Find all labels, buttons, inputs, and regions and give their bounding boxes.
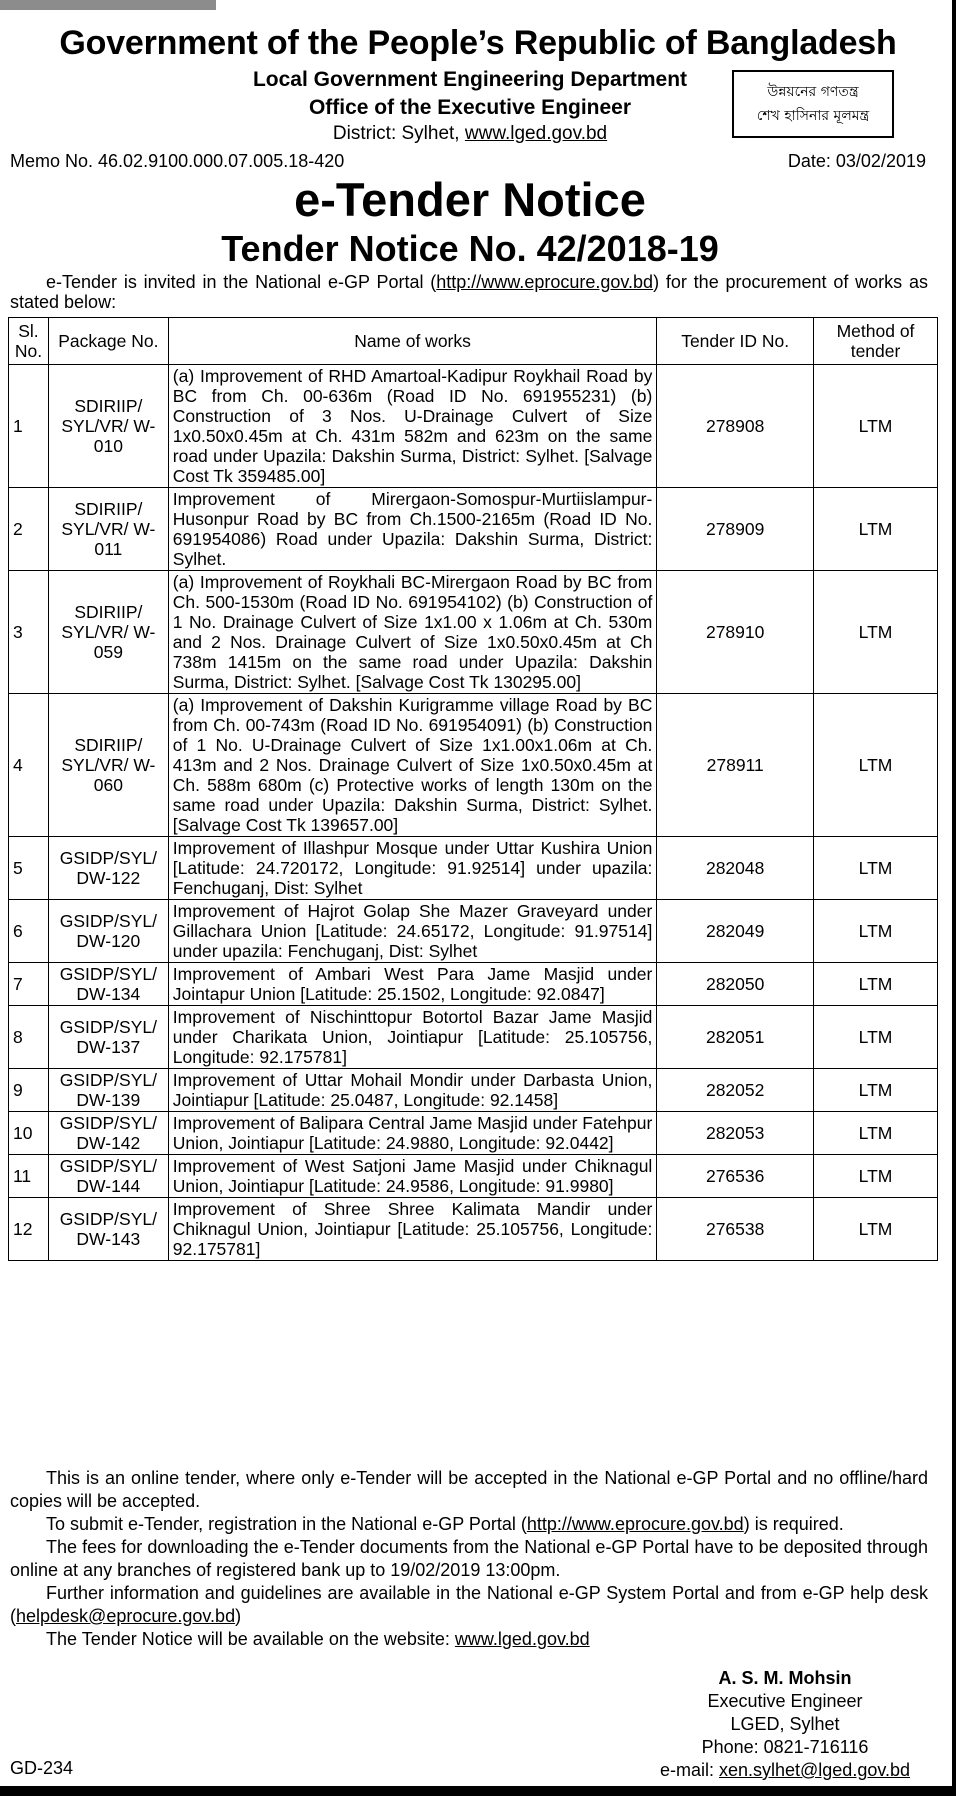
row-tender-id: 282053 <box>657 1112 814 1155</box>
footer-note-online: This is an online tender, where only e-Tender will be accepted in the National e-GP Portal and no offline/hard copies will be accepted. <box>10 1468 928 1511</box>
table-row <box>9 365 938 488</box>
email-label: e-mail: <box>659 1760 719 1780</box>
row-tender-id: 278909 <box>657 488 814 571</box>
row-package: SDIRIIP/ SYL/VR/ W-059 <box>48 571 168 694</box>
row-sl: 3 <box>9 571 49 694</box>
footer-text: Further information and guidelines are available in the National e-GP System Portal and from e-GP help desk ( <box>10 1583 928 1626</box>
page-title: e-Tender Notice <box>294 173 646 226</box>
bottom-border-line <box>0 1786 956 1796</box>
gd-code: GD-234 <box>10 1758 74 1778</box>
row-tender-id: 278910 <box>657 571 814 694</box>
table-row <box>9 1006 938 1069</box>
helpdesk-email-link[interactable]: helpdesk@eprocure.gov.bd <box>16 1606 236 1626</box>
table-row <box>9 837 938 900</box>
row-sl: 8 <box>9 1006 49 1069</box>
row-name: (a) Improvement of Roykhali BC-Mirergaon Road by BC from Ch. 500-1530m (Road ID No. 691954102) (b) Construction of 1 No. Drainage Culvert of Size 1x1.00 x 1.06m at Ch. 530m and 2 Nos. Drainage Culvert of Size 1x0.50x0.45m at Ch 738m 1415m on the same road under Upazila: Dakshin Surma, District: Sylhet. [Salvage Cost Tk 130295.00] <box>168 571 657 694</box>
works-table <box>8 317 938 1261</box>
row-tender-id: 282052 <box>657 1069 814 1112</box>
footer-note-helpdesk <box>10 1582 928 1628</box>
intro-paragraph <box>10 272 928 312</box>
row-sl: 9 <box>9 1069 49 1112</box>
row-package: GSIDP/SYL/ DW-139 <box>48 1069 168 1112</box>
row-method: LTM <box>814 1112 938 1155</box>
signature-block <box>640 1667 930 1782</box>
header-package: Package No. <box>48 318 168 365</box>
table-row <box>9 1198 938 1261</box>
table-row <box>9 1155 938 1198</box>
table-header-row <box>9 318 938 365</box>
footer-text: To submit e-Tender, registration in the National e-GP Portal ( <box>46 1514 527 1534</box>
header-tender-id: Tender ID No. <box>657 318 814 365</box>
row-name: (a) Improvement of Dakshin Kurigramme village Road by BC from Ch. 00-743m (Road ID No. 691954091) (b) Construction of 1 No. U-Drainage Culvert of Size 1x1.00x1.06m at Ch. 413m and 2 Nos. Drainage Culvert of Size 1x0.50x0.45m at Ch. 588m 680m (c) Protective works of length 130m on the same road under Upazila: Dakshin Surma, District: Sylhet. [Salvage Cost Tk 139657.00] <box>168 694 657 837</box>
signatory-phone: Phone: 0821-716116 <box>701 1737 869 1757</box>
row-name: Improvement of Ambari West Para Jame Masjid under Jointapur Union [Latitude: 25.1502, Longitude: 92.0847] <box>168 963 657 1006</box>
district-text: District: Sylhet, <box>332 123 465 144</box>
table-row <box>9 488 938 571</box>
signatory-designation: Executive Engineer <box>707 1691 863 1711</box>
row-tender-id: 278908 <box>657 365 814 488</box>
row-sl: 4 <box>9 694 49 837</box>
intro-text-end: ) for the procurement of works as stated below: <box>10 272 928 312</box>
row-name: Improvement of Hajrot Golap She Mazer Graveyard under Gillachara Union [Latitude: 24.65172, Longitude: 91.97514] under upazila: Fenchuganj, Dist: Sylhet <box>168 900 657 963</box>
footer-notes <box>10 1467 928 1651</box>
row-sl: 5 <box>9 837 49 900</box>
row-sl: 11 <box>9 1155 49 1198</box>
footer-note-fees: The fees for downloading the e-Tender documents from the National e-GP Portal have to be deposited through online at any branches of registered bank up to 19/02/2019 13:00pm. <box>10 1537 928 1580</box>
row-method: LTM <box>814 1155 938 1198</box>
row-name: Improvement of West Satjoni Jame Masjid under Chiknagul Union, Jointiapur [Latitude: 24.9586, Longitude: 91.9980] <box>168 1155 657 1198</box>
intro-text: e-Tender is invited in the National e-GP Portal ( <box>46 272 437 292</box>
row-sl: 7 <box>9 963 49 1006</box>
row-package: SDIRIIP/ SYL/VR/ W-060 <box>48 694 168 837</box>
row-tender-id: 282048 <box>657 837 814 900</box>
notice-date: Date: 03/02/2019 <box>787 151 926 171</box>
table-row <box>9 1069 938 1112</box>
row-tender-id: 282050 <box>657 963 814 1006</box>
signatory-office: LGED, Sylhet <box>730 1714 840 1734</box>
table-row <box>9 1112 938 1155</box>
signatory-email-link[interactable]: xen.sylhet@lged.gov.bd <box>718 1760 911 1780</box>
row-method: LTM <box>814 837 938 900</box>
footer-text: ) is required. <box>743 1514 844 1534</box>
district-website-link[interactable]: www.lged.gov.bd <box>464 123 608 144</box>
eprocure-link-footer[interactable]: http://www.eprocure.gov.bd <box>526 1514 744 1534</box>
row-sl: 2 <box>9 488 49 571</box>
table-row <box>9 900 938 963</box>
top-gray-bar <box>0 0 216 10</box>
row-name: Improvement of Uttar Mohail Mondir under Darbasta Union, Jointiapur [Latitude: 25.0487, Longitude: 92.1458] <box>168 1069 657 1112</box>
row-tender-id: 282049 <box>657 900 814 963</box>
row-package: SDIRIIP/ SYL/VR/ W-010 <box>48 365 168 488</box>
row-package: GSIDP/SYL/ DW-122 <box>48 837 168 900</box>
row-method: LTM <box>814 488 938 571</box>
slogan-line-2: শেখ হাসিনার মূলমন্ত্র <box>756 108 870 124</box>
row-method: LTM <box>814 1069 938 1112</box>
slogan-box <box>732 70 894 138</box>
row-name: Improvement of Balipara Central Jame Masjid under Fatehpur Union, Jointiapur [Latitude: 24.9880, Longitude: 92.0442] <box>168 1112 657 1155</box>
table-row <box>9 963 938 1006</box>
row-method: LTM <box>814 963 938 1006</box>
department-name: Local Government Engineering Department <box>252 68 688 91</box>
government-title: Government of the People’s Republic of Bangladesh <box>59 24 897 62</box>
memo-number: Memo No. 46.02.9100.000.07.005.18-420 <box>10 151 345 171</box>
row-package: GSIDP/SYL/ DW-143 <box>48 1198 168 1261</box>
row-method: LTM <box>814 900 938 963</box>
row-sl: 1 <box>9 365 49 488</box>
footer-text: The Tender Notice will be available on the website: <box>46 1629 455 1649</box>
header-method: Method of tender <box>814 318 938 365</box>
office-name: Office of the Executive Engineer <box>308 96 632 119</box>
row-name: Improvement of Shree Shree Kalimata Mandir under Chiknagul Union, Jointiapur [Latitude: 25.105756, Longitude: 92.175781] <box>168 1198 657 1261</box>
eprocure-link[interactable]: http://www.eprocure.gov.bd <box>436 272 654 292</box>
header-name: Name of works <box>168 318 657 365</box>
tender-notice-number: Tender Notice No. 42/2018-19 <box>221 228 719 269</box>
row-method: LTM <box>814 694 938 837</box>
signatory-email-line <box>640 1759 930 1782</box>
table-row <box>9 694 938 837</box>
row-package: GSIDP/SYL/ DW-142 <box>48 1112 168 1155</box>
right-border-line <box>952 0 956 1796</box>
row-package: GSIDP/SYL/ DW-120 <box>48 900 168 963</box>
row-package: GSIDP/SYL/ DW-134 <box>48 963 168 1006</box>
row-method: LTM <box>814 365 938 488</box>
row-tender-id: 276536 <box>657 1155 814 1198</box>
row-package: SDIRIIP/ SYL/VR/ W-011 <box>48 488 168 571</box>
row-tender-id: 282051 <box>657 1006 814 1069</box>
row-method: LTM <box>814 1006 938 1069</box>
row-package: GSIDP/SYL/ DW-137 <box>48 1006 168 1069</box>
signatory-name: A. S. M. Mohsin <box>718 1668 852 1688</box>
row-method: LTM <box>814 1198 938 1261</box>
slogan-line-1: উন্নয়নের গণতন্ত্র <box>767 84 859 100</box>
row-tender-id: 276538 <box>657 1198 814 1261</box>
footer-text: ) <box>235 1606 242 1626</box>
row-tender-id: 278911 <box>657 694 814 837</box>
header-sl: Sl. No. <box>9 318 49 365</box>
row-package: GSIDP/SYL/ DW-144 <box>48 1155 168 1198</box>
row-method: LTM <box>814 571 938 694</box>
row-name: Improvement of Mirergaon-Somospur-Murtiislampur-Husonpur Road by BC from Ch.1500-2165m (Road ID No. 691954086) Road under Upazila: Dakshin Surma, District: Sylhet. <box>168 488 657 571</box>
row-sl: 6 <box>9 900 49 963</box>
table-row <box>9 571 938 694</box>
row-name: Improvement of Nischinttopur Botortol Bazar Jame Masjid under Charikata Union, Jointiapur [Latitude: 25.105756, Longitude: 92.175781] <box>168 1006 657 1069</box>
row-name: (a) Improvement of RHD Amartoal-Kadipur Roykhail Road by BC from Ch. 00-636m (Road ID No. 691955231) (b) Construction of 3 Nos. U-Drainage Culvert of Size 1x0.50x0.45m at Ch. 431m 582m and 623m on the same road under Upazila: Dakshin Surma, District: Sylhet. [Salvage Cost Tk 359485.00] <box>168 365 657 488</box>
lged-website-link[interactable]: www.lged.gov.bd <box>454 1629 590 1649</box>
footer-note-website <box>10 1628 928 1651</box>
footer-note-registration <box>10 1513 928 1536</box>
row-name: Improvement of Illashpur Mosque under Uttar Kushira Union [Latitude: 24.720172, Longitude: 91.92514] under upazila: Fenchuganj, Dist: Sylhet <box>168 837 657 900</box>
row-sl: 10 <box>9 1112 49 1155</box>
row-sl: 12 <box>9 1198 49 1261</box>
